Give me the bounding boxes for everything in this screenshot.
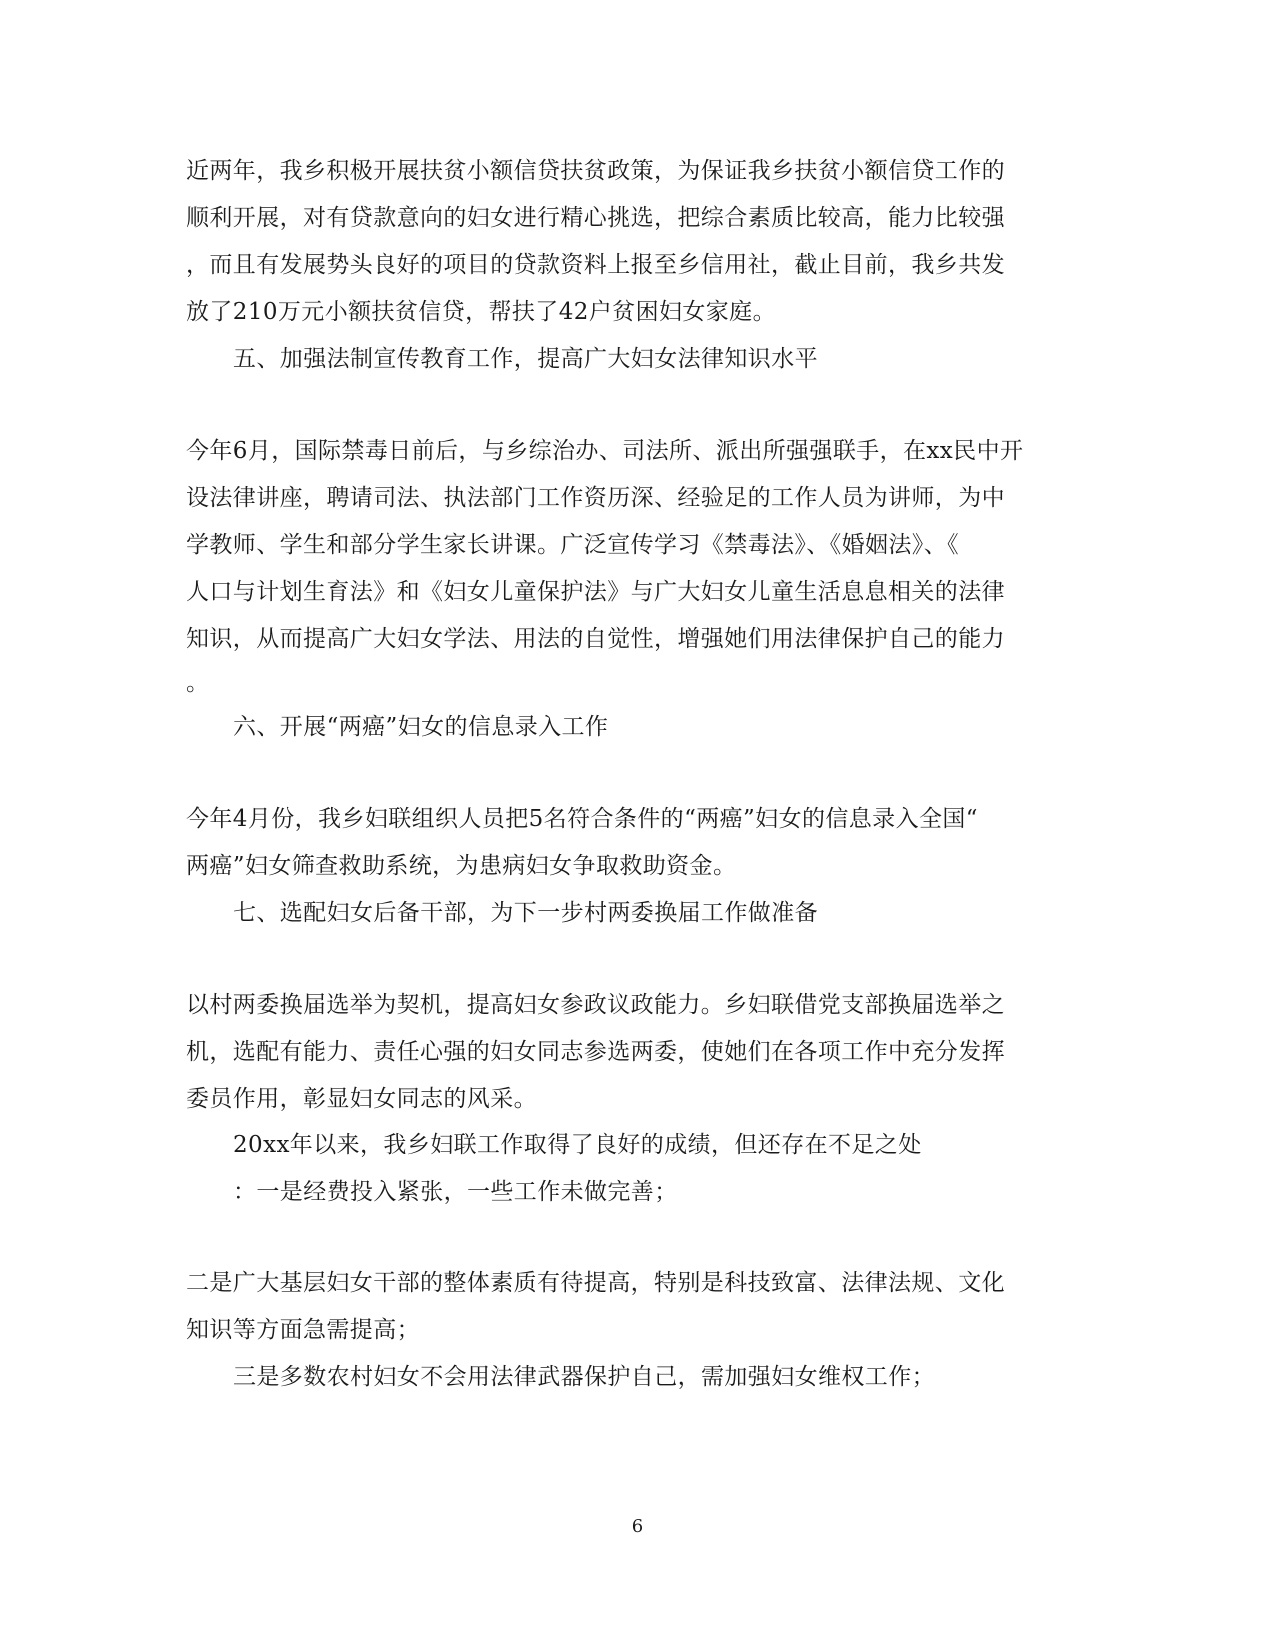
- page-number: 6: [631, 1516, 644, 1537]
- text-line: 二是广大基层妇女干部的整体素质有待提高，特别是科技致富、法律法规、文化: [186, 1270, 1005, 1296]
- text-line: ，而且有发展势头良好的项目的贷款资料上报至乡信用社，截止目前，我乡共发: [186, 252, 1005, 278]
- text-line: 委员作用，彰显妇女同志的风采。: [186, 1086, 537, 1112]
- text-line: 顺利开展，对有贷款意向的妇女进行精心挑选，把综合素质比较高，能力比较强: [186, 205, 1005, 231]
- text-line: 学教师、学生和部分学生家长讲课。广泛宣传学习《禁毒法》、《婚姻法》、《: [186, 532, 959, 558]
- section-heading: 五、加强法制宣传教育工作，提高广大妇女法律知识水平: [233, 346, 818, 372]
- section-heading: 七、选配妇女后备干部，为下一步村两委换届工作做准备: [233, 900, 818, 926]
- text-line: 知识，从而提高广大妇女学法、用法的自觉性，增强她们用法律保护自己的能力: [186, 626, 1005, 652]
- text-line: 机，选配有能力、责任心强的妇女同志参选两委，使她们在各项工作中充分发挥: [186, 1039, 1005, 1065]
- text-line: 。: [186, 670, 210, 696]
- text-line: 近两年，我乡积极开展扶贫小额信贷扶贫政策，为保证我乡扶贫小额信贷工作的: [186, 158, 1005, 184]
- text-line: 人口与计划生育法》和《妇女儿童保护法》与广大妇女儿童生活息息相关的法律: [186, 579, 1005, 605]
- text-line: 两癌”妇女筛查救助系统，为患病妇女争取救助资金。: [186, 853, 737, 879]
- text-line: 三是多数农村妇女不会用法律武器保护自己，需加强妇女维权工作；: [233, 1364, 935, 1390]
- text-line: 设法律讲座，聘请司法、执法部门工作资历深、经验足的工作人员为讲师，为中: [186, 485, 1005, 511]
- text-line: 20xx年以来，我乡妇联工作取得了良好的成绩，但还存在不足之处: [233, 1132, 922, 1158]
- text-line: 知识等方面急需提高；: [186, 1317, 420, 1343]
- text-line: 今年4月份，我乡妇联组织人员把5名符合条件的“两癌”妇女的信息录入全国“: [186, 806, 978, 832]
- text-line: 今年6月，国际禁毒日前后，与乡综治办、司法所、派出所强强联手，在xx民中开: [186, 438, 1024, 464]
- text-line: 以村两委换届选举为契机，提高妇女参政议政能力。乡妇联借党支部换届选举之: [186, 992, 1005, 1018]
- section-heading: 六、开展“两癌”妇女的信息录入工作: [233, 714, 609, 740]
- text-line: ：一是经费投入紧张，一些工作未做完善；: [233, 1179, 678, 1205]
- text-line: 放了210万元小额扶贫信贷，帮扶了42户贫困妇女家庭。: [186, 299, 776, 325]
